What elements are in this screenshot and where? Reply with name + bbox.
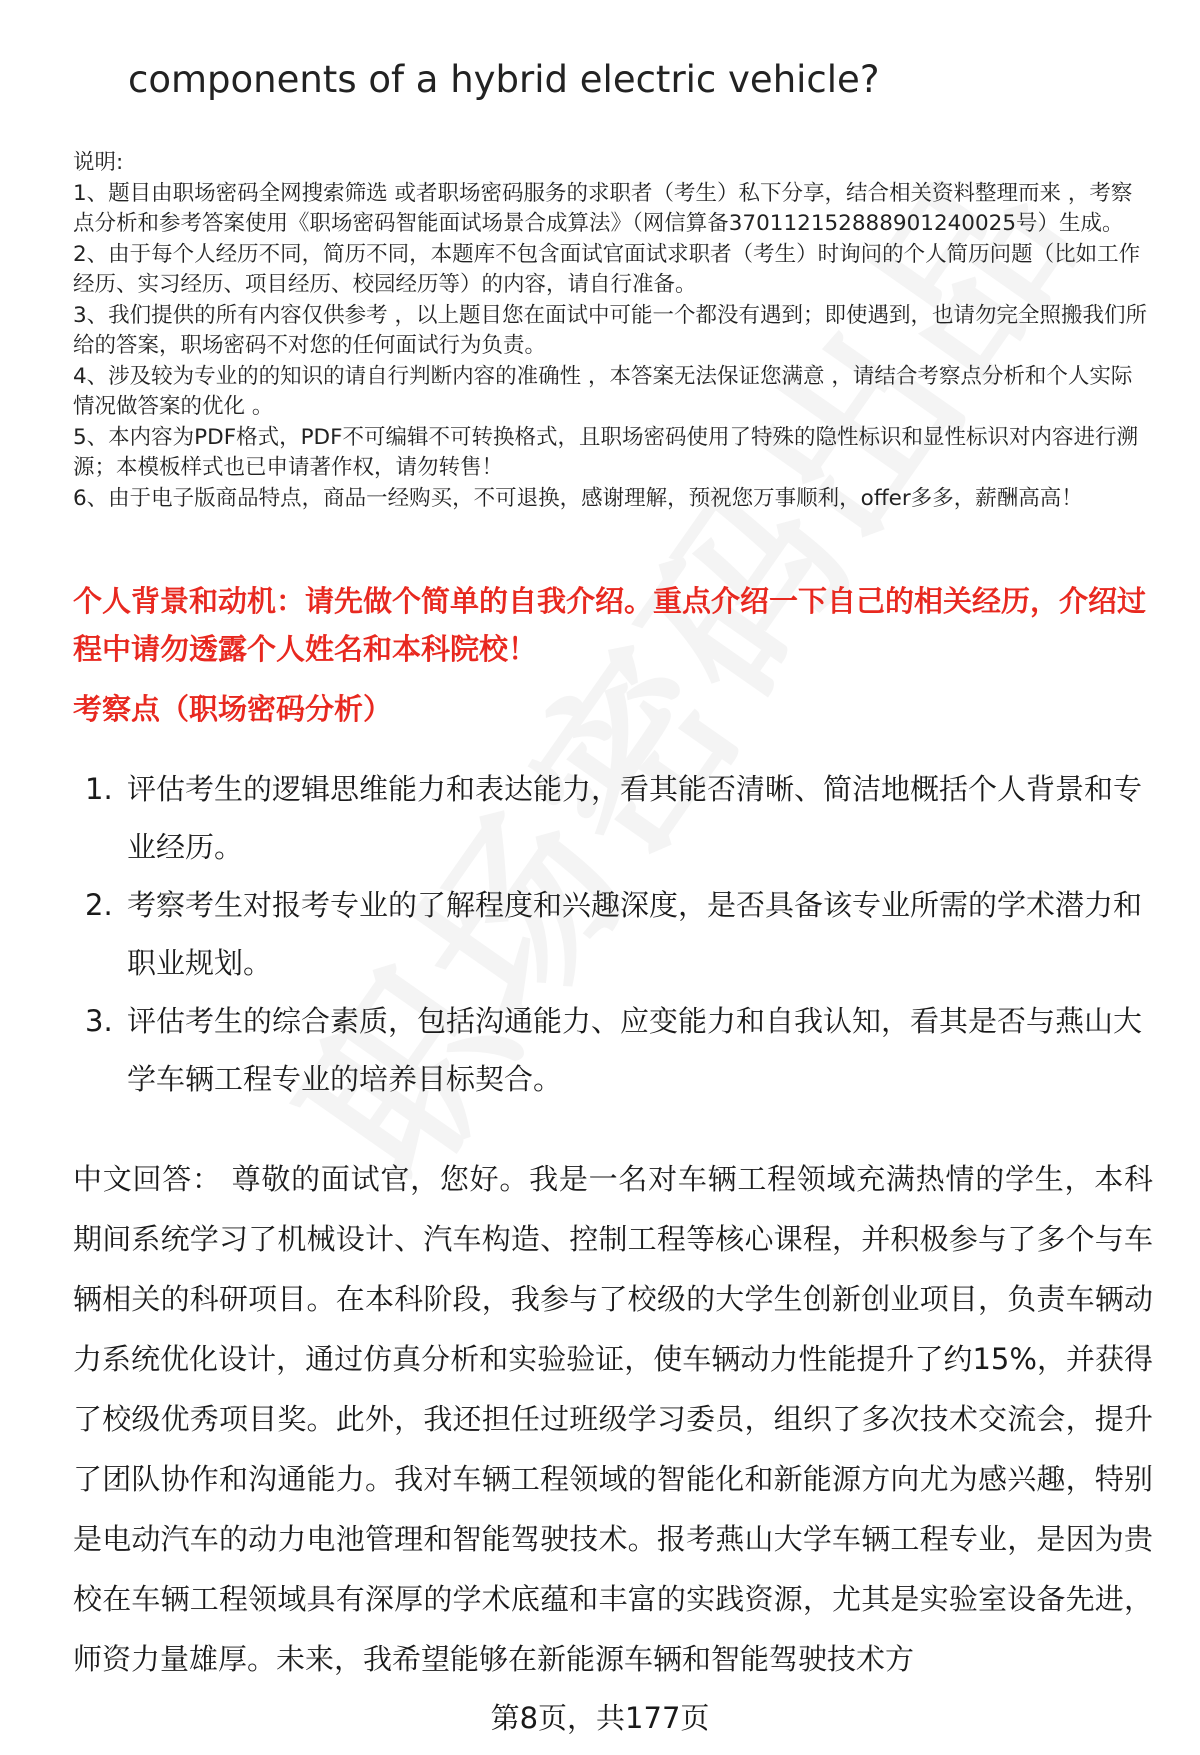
- question-heading: 个人背景和动机：请先做个简单的自我介绍。重点介绍一下自己的相关经历，介绍过程中请勿透露个人姓名和本科院校！: [73, 584, 1147, 666]
- point-text: 评估考生的综合素质，包括沟通能力、应变能力和自我认知，看其是否与燕山大学车辆工程专业的培养目标契合。: [127, 1004, 1143, 1096]
- notes-item: 1、题目由职场密码全网搜索筛选 或者职场密码服务的求职者（考生）私下分享，结合相关资料整理而来 ，考察点分析和参考答案使用《职场密码智能面试场景合成算法》（网信算备370112152888901240025号）生成。: [73, 180, 1133, 236]
- notes-item: 4、涉及较为专业的的知识的请自行判断内容的准确性 ，本答案无法保证您满意 ，请结合考察点分析和个人实际情况做答案的优化 。: [73, 363, 1133, 419]
- notes-item: 6、由于电子版商品特点，商品一经购买，不可退换，感谢理解，预祝您万事顺利，offer多多，薪酬高高！: [73, 485, 1083, 511]
- notes-block: [73, 148, 1153, 514]
- notes-item: 5、本内容为PDF格式，PDF不可编辑不可转换格式，且职场密码使用了特殊的隐性标识和显性标识对内容进行溯源；本模板样式也已申请著作权，请勿转售！: [73, 424, 1138, 480]
- page-number: 第8页，共177页: [490, 1701, 710, 1735]
- analysis-heading: 考察点（职场密码分析）: [73, 692, 393, 726]
- analysis-point: [73, 876, 1153, 992]
- point-number: 3.: [85, 1004, 113, 1038]
- point-number: 2.: [85, 888, 113, 922]
- question-continuation: components of a hybrid electric vehicle?: [128, 58, 880, 101]
- point-text: 考察考生对报考专业的了解程度和兴趣深度，是否具备该专业所需的学术潜力和职业规划。: [127, 888, 1143, 980]
- analysis-points: [73, 760, 1153, 1108]
- point-text: 评估考生的逻辑思维能力和表达能力，看其能否清晰、简洁地概括个人背景和专业经历。: [127, 772, 1143, 864]
- answer-text: 中文回答： 尊敬的面试官，您好。我是一名对车辆工程领域充满热情的学生，本科期间系统学习了机械设计、汽车构造、控制工程等核心课程，并积极参与了多个与车辆相关的科研项目。在本科阶段，我参与了校级的大学生创新创业项目，负责车辆动力系统优化设计，通过仿真分析和实验验证，使车辆动力性能提升了约15%，并获得了校级优秀项目奖。此外，我还担任过班级学习委员，组织了多次技术交流会，提升了团队协作和沟通能力。我对车辆工程领域的智能化和新能源方向尤为感兴趣，特别是电动汽车的动力电池管理和智能驾驶技术。报考燕山大学车辆工程专业，是因为贵校在车辆工程领域具有深厚的学术底蕴和丰富的实践资源，尤其是实验室设备先进，师资力量雄厚。未来，我希望能够在新能源车辆和智能驾驶技术方: [73, 1162, 1153, 1676]
- point-number: 1.: [85, 772, 113, 806]
- analysis-point: [73, 760, 1153, 876]
- notes-title: 说明:: [73, 150, 124, 175]
- analysis-point: [73, 992, 1153, 1108]
- notes-item: 2、由于每个人经历不同，简历不同，本题库不包含面试官面试求职者（考生）时询问的个人简历问题（比如工作经历、实习经历、项目经历、校园经历等）的内容，请自行准备。: [73, 241, 1141, 297]
- notes-item: 3、我们提供的所有内容仅供参考 ，以上题目您在面试中可能一个都没有遇到；即使遇到，也请勿完全照搬我们所给的答案，职场密码不对您的任何面试行为负责。: [73, 302, 1148, 358]
